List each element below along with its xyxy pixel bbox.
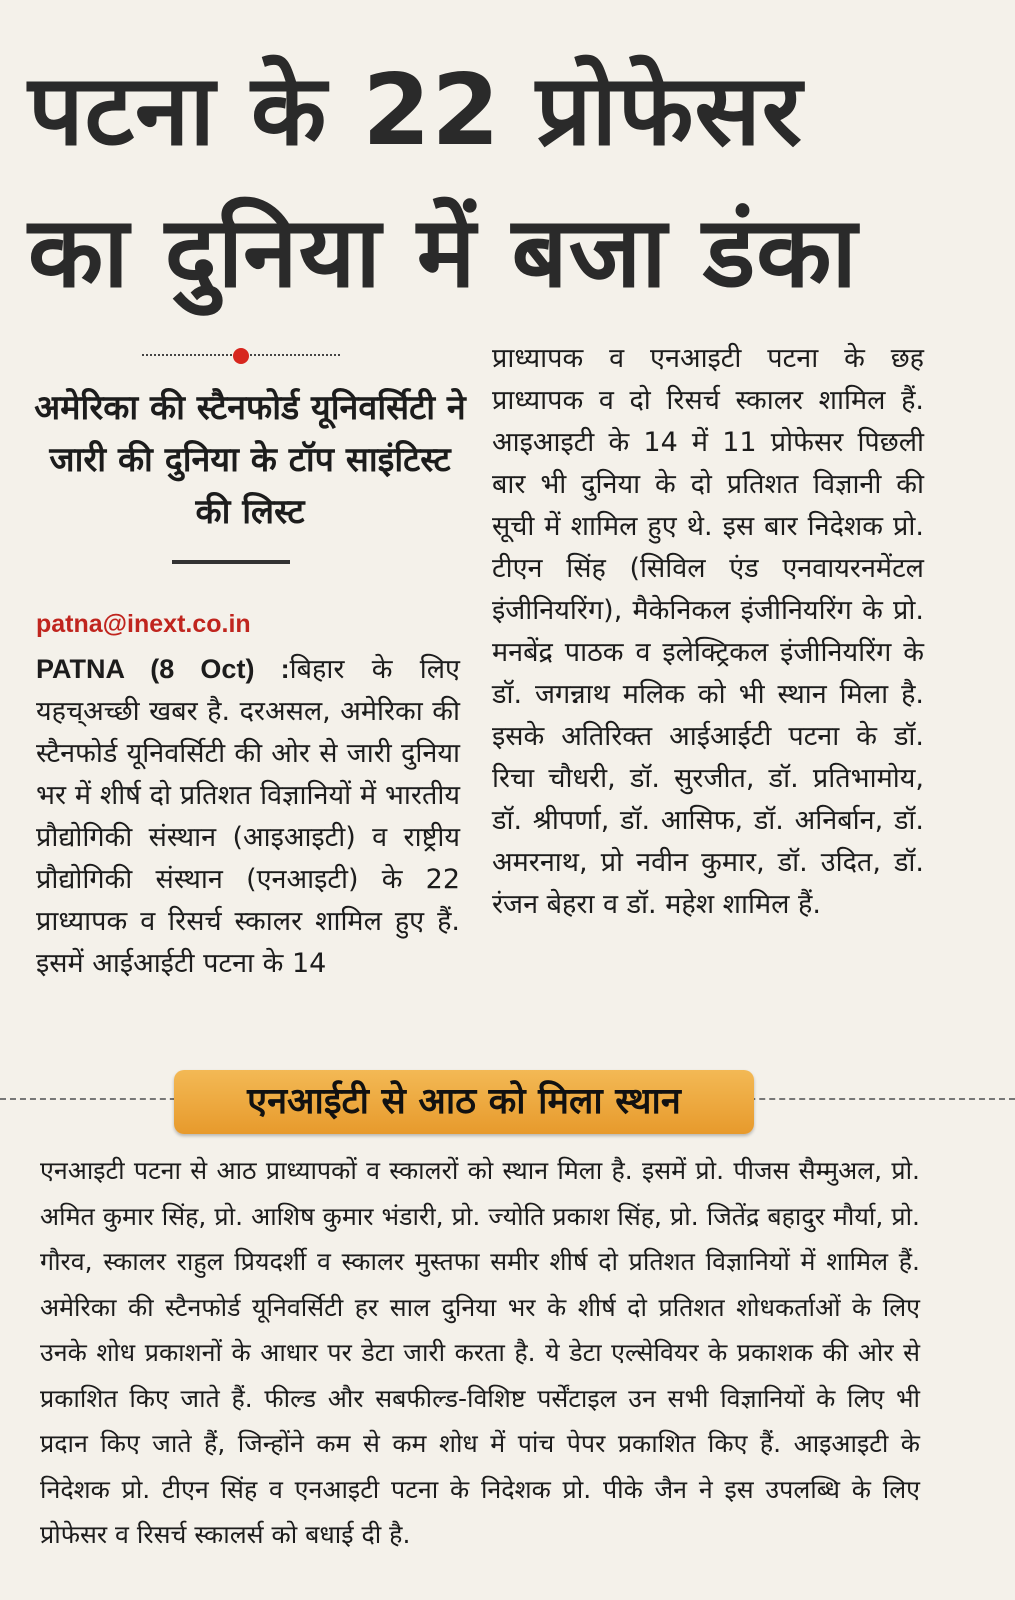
dotted-rule-left [142, 354, 232, 356]
sidebar-body: एनआइटी पटना से आठ प्राध्यापकों व स्कालरों को स्थान मिला है. इसमें प्रो. पीजस सैम्मुअल, प्रो. अमित कुमार सिंह, प्रो. आशिष कुमार भंडारी, प्रो. ज्योति प्रकाश सिंह, प्रो. जितेंद्र बहादुर मौर्या, प्रो. गौरव, स्कालर राहुल प्रियदर्शी व स्कालर मुस्तफा समीर शीर्ष दो प्रतिशत विज्ञानियों में शामिल हैं. अमेरिका की स्टैनफोर्ड यूनिवर्सिटी हर साल दुनिया भर के शीर्ष दो प्रतिशत शोधकर्ताओं के लिए उनके शोध प्रकाशनों के आधार पर डेटा जारी करता है. ये डेटा एल्सेवियर के प्रकाशक की ओर से प्रकाशित किए जाते हैं. फील्ड और सबफील्ड-विशिष्ट पर्सेंटाइल उन सभी विज्ञानियों के लिए भी प्रदान किए जाते हैं, जिन्होंने कम से कम शोध में पांच पेपर प्रकाशित किए हैं. आइआइटी के निदेशक प्रो. टीएन सिंह व एनआइटी पटना के निदेशक प्रो. पीके जैन ने इस उपलब्धि के लिए प्रोफेसर व रिसर्च स्कालर्स को बधाई दी है. [40, 1156, 920, 1549]
subheadline: अमेरिका की स्टैनफोर्ड यूनिवर्सिटी ने जारी की दुनिया के टॉप साइंटिस्ट की लिस्ट [34, 388, 466, 532]
body-right-text: प्राध्यापक व एनआइटी पटना के छह प्राध्यापक व दो रिसर्च स्कालर शामिल हैं. आइआइटी के 14 में 11 प्रोफेसर पिछली बार भी दुनिया के दो प्रतिशत विज्ञानी की सूची में शामिल हुए थे. इस बार निदेशक प्रो. टीएन सिंह (सिविल एंड एनवायरनमेंटल इंजीनियरिंग), मैकेनिकल इंजीनियरिंग के प्रो. मनबेंद्र पाठक व इलेक्ट्रिकल इंजीनियरिंग के डॉ. जगन्नाथ मलिक को भी स्थान मिला है. इसके अतिरिक्त आईआईटी पटना के डॉ. रिचा चौधरी, डॉ. सुरजीत, डॉ. प्रतिभामोय, डॉ. श्रीपर्णा, डॉ. आसिफ, डॉ. अनिर्बान, डॉ. अमरनाथ, प्रो नवीन कुमार, डॉ. उदित, डॉ. रंजन बेहरा व डॉ. महेश शामिल हैं. [492, 343, 924, 920]
article-column-right [492, 338, 924, 926]
dateline: PATNA (8 Oct) : [36, 654, 290, 684]
headline-line-2: का दुनिया में बजा डंका [28, 196, 858, 310]
subheadline-rule [172, 560, 290, 564]
ornament-divider [142, 348, 342, 362]
dotted-rule-right [250, 354, 340, 356]
red-dot-icon [233, 348, 249, 364]
sidebar-heading: एनआईटी से आठ को मिला स्थान [174, 1070, 754, 1134]
headline [28, 40, 988, 324]
byline-email: patna@inext.co.in [36, 610, 251, 638]
headline-line-1: पटना के 22 प्रोफेसर [28, 54, 803, 168]
article-column-left [36, 648, 460, 985]
body-left-text: बिहार के लिए यहच्अच्छी खबर है. दरअसल, अमेरिका की स्टैनफोर्ड यूनिवर्सिटी की ओर से जारी दुनिया भर में शीर्ष दो प्रतिशत विज्ञानियों में भारतीय प्रौद्योगिकी संस्थान (आइआइटी) व राष्ट्रीय प्रौद्योगिकी संस्थान (एनआइटी) के 22 प्राध्यापक व रिसर्च स्कालर शामिल हुए हैं. इसमें आईआईटी पटना के 14 [36, 654, 460, 979]
